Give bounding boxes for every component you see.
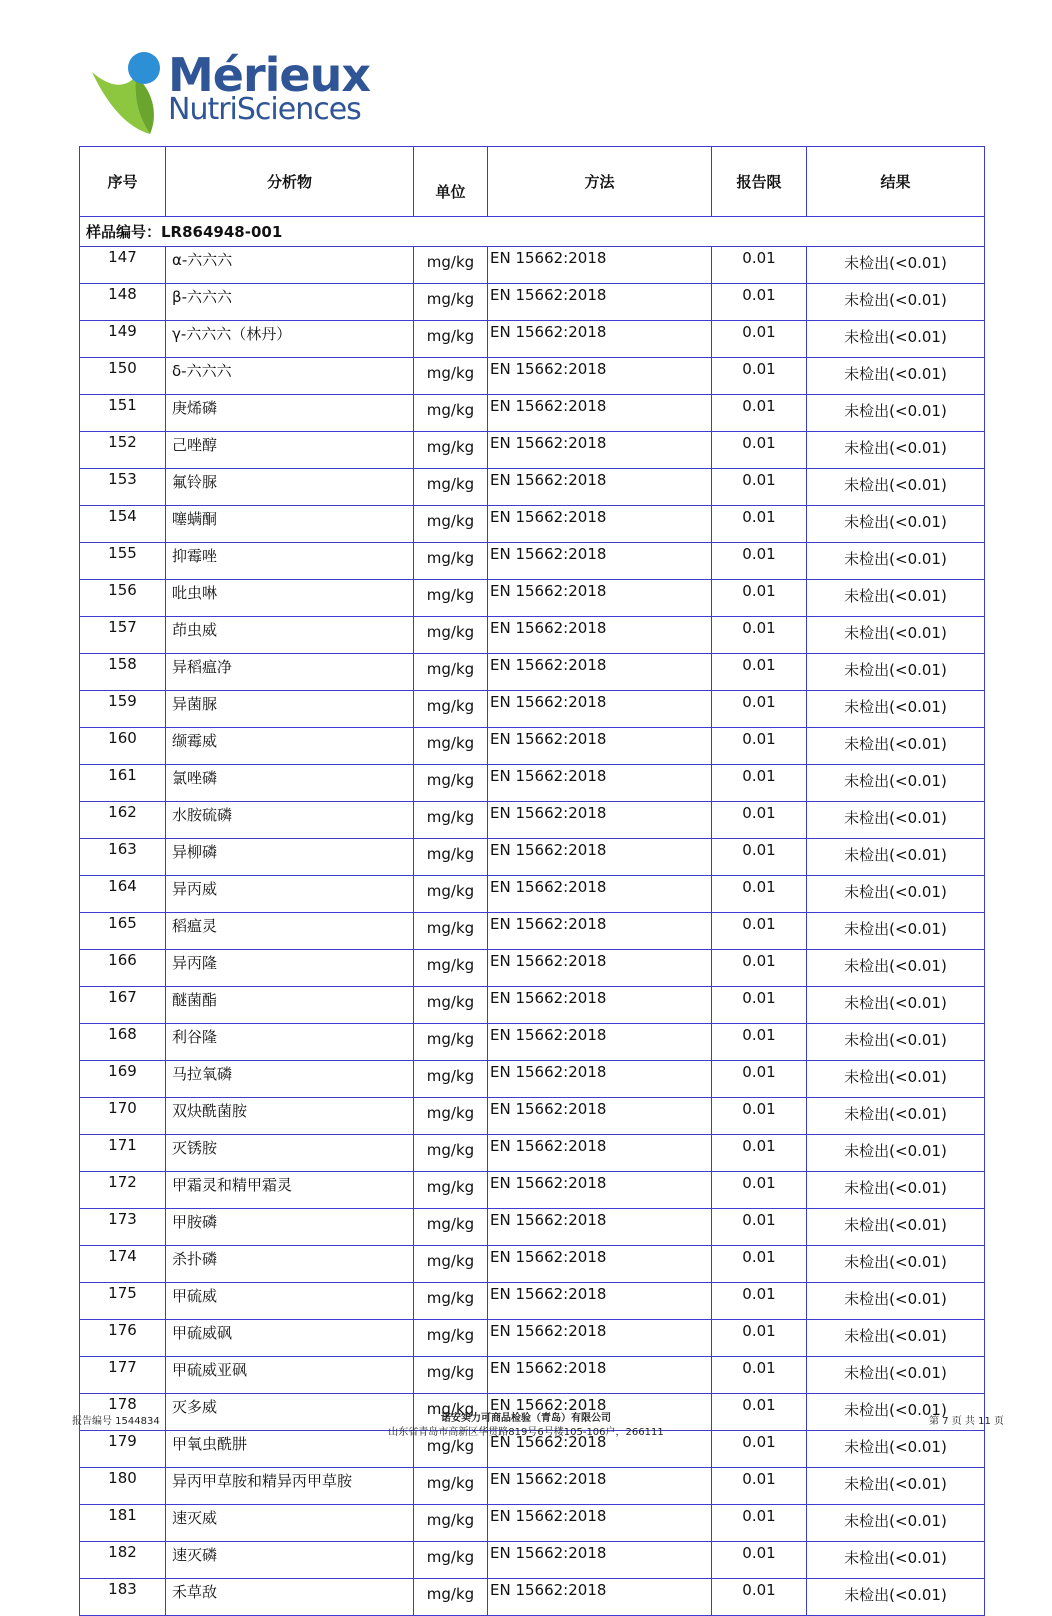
cell-result: 未检出(<0.01) [807,839,985,876]
cell-limit: 0.01 [712,1505,807,1542]
cell-no: 164 [80,876,166,913]
cell-no: 158 [80,654,166,691]
cell-method: EN 15662:2018 [488,247,712,284]
footer-page-number: 第 7 页 共 11 页 [929,1416,1004,1427]
cell-unit: mg/kg [414,432,488,469]
cell-limit: 0.01 [712,395,807,432]
results-table [79,146,985,1616]
cell-unit: mg/kg [414,913,488,950]
cell-method: EN 15662:2018 [488,321,712,358]
cell-no: 169 [80,1061,166,1098]
cell-result: 未检出(<0.01) [807,1246,985,1283]
cell-unit: mg/kg [414,506,488,543]
cell-result: 未检出(<0.01) [807,728,985,765]
table-row [80,1172,985,1209]
column-header-no: 序号 [80,147,166,217]
cell-limit: 0.01 [712,247,807,284]
cell-analyte: 茚虫威 [166,617,414,654]
table-header-row [80,147,985,217]
cell-method: EN 15662:2018 [488,1172,712,1209]
cell-analyte: 异丙甲草胺和精异丙甲草胺 [166,1468,414,1505]
cell-no: 148 [80,284,166,321]
cell-analyte: 异菌脲 [166,691,414,728]
cell-no: 172 [80,1172,166,1209]
cell-analyte: 甲硫威砜 [166,1320,414,1357]
cell-result: 未检出(<0.01) [807,1579,985,1616]
cell-result: 未检出(<0.01) [807,1468,985,1505]
cell-method: EN 15662:2018 [488,1357,712,1394]
column-header-result: 结果 [807,147,985,217]
cell-unit: mg/kg [414,876,488,913]
cell-unit: mg/kg [414,691,488,728]
cell-result: 未检出(<0.01) [807,802,985,839]
cell-no: 175 [80,1283,166,1320]
cell-result: 未检出(<0.01) [807,580,985,617]
cell-analyte: 甲胺磷 [166,1209,414,1246]
table-row [80,876,985,913]
cell-unit: mg/kg [414,395,488,432]
cell-limit: 0.01 [712,358,807,395]
cell-unit: mg/kg [414,543,488,580]
table-row [80,1209,985,1246]
cell-unit: mg/kg [414,1320,488,1357]
cell-no: 177 [80,1357,166,1394]
cell-analyte: 甲氧虫酰肼 [166,1431,414,1468]
cell-method: EN 15662:2018 [488,1431,712,1468]
cell-result: 未检出(<0.01) [807,543,985,580]
cell-limit: 0.01 [712,1357,807,1394]
cell-result: 未检出(<0.01) [807,469,985,506]
cell-limit: 0.01 [712,1098,807,1135]
cell-analyte: 利谷隆 [166,1024,414,1061]
table-row [80,395,985,432]
cell-limit: 0.01 [712,1542,807,1579]
cell-method: EN 15662:2018 [488,765,712,802]
cell-method: EN 15662:2018 [488,987,712,1024]
table-row [80,950,985,987]
table-row [80,432,985,469]
cell-no: 179 [80,1431,166,1468]
cell-limit: 0.01 [712,913,807,950]
cell-no: 174 [80,1246,166,1283]
cell-analyte: 甲硫威亚砜 [166,1357,414,1394]
cell-analyte: 异柳磷 [166,839,414,876]
cell-method: EN 15662:2018 [488,469,712,506]
cell-method: EN 15662:2018 [488,580,712,617]
cell-result: 未检出(<0.01) [807,691,985,728]
footer-company-name: 诺安实力可商品检验（青岛）有限公司 [441,1413,611,1424]
cell-unit: mg/kg [414,580,488,617]
cell-method: EN 15662:2018 [488,1024,712,1061]
table-row [80,1246,985,1283]
cell-limit: 0.01 [712,617,807,654]
cell-method: EN 15662:2018 [488,1320,712,1357]
cell-method: EN 15662:2018 [488,1579,712,1616]
table-row [80,284,985,321]
cell-method: EN 15662:2018 [488,1098,712,1135]
table-row [80,321,985,358]
cell-analyte: 噻螨酮 [166,506,414,543]
cell-result: 未检出(<0.01) [807,1320,985,1357]
cell-unit: mg/kg [414,1394,488,1431]
table-row [80,654,985,691]
cell-no: 173 [80,1209,166,1246]
table-row [80,1505,985,1542]
cell-result: 未检出(<0.01) [807,913,985,950]
cell-analyte: γ-六六六（林丹） [166,321,414,358]
cell-no: 183 [80,1579,166,1616]
cell-analyte: 醚菌酯 [166,987,414,1024]
cell-result: 未检出(<0.01) [807,506,985,543]
cell-result: 未检出(<0.01) [807,765,985,802]
table-row [80,580,985,617]
cell-unit: mg/kg [414,1357,488,1394]
cell-method: EN 15662:2018 [488,1135,712,1172]
cell-analyte: 吡虫啉 [166,580,414,617]
cell-limit: 0.01 [712,765,807,802]
cell-unit: mg/kg [414,1061,488,1098]
cell-unit: mg/kg [414,1542,488,1579]
footer-address: 山东省青岛市高新区华贯路819号6号楼105-106户，266111 [388,1427,664,1438]
cell-limit: 0.01 [712,691,807,728]
cell-unit: mg/kg [414,284,488,321]
cell-no: 154 [80,506,166,543]
cell-unit: mg/kg [414,950,488,987]
cell-method: EN 15662:2018 [488,1394,712,1431]
cell-method: EN 15662:2018 [488,802,712,839]
cell-method: EN 15662:2018 [488,654,712,691]
cell-method: EN 15662:2018 [488,728,712,765]
cell-analyte: 抑霉唑 [166,543,414,580]
cell-analyte: 灭多威 [166,1394,414,1431]
cell-limit: 0.01 [712,1468,807,1505]
cell-limit: 0.01 [712,543,807,580]
cell-analyte: 异丙隆 [166,950,414,987]
cell-result: 未检出(<0.01) [807,1098,985,1135]
cell-method: EN 15662:2018 [488,432,712,469]
cell-method: EN 15662:2018 [488,358,712,395]
cell-analyte: 水胺硫磷 [166,802,414,839]
cell-unit: mg/kg [414,1468,488,1505]
cell-result: 未检出(<0.01) [807,1024,985,1061]
cell-no: 157 [80,617,166,654]
cell-unit: mg/kg [414,1209,488,1246]
table-row [80,469,985,506]
cell-unit: mg/kg [414,1024,488,1061]
cell-result: 未检出(<0.01) [807,1172,985,1209]
cell-method: EN 15662:2018 [488,395,712,432]
cell-no: 181 [80,1505,166,1542]
cell-unit: mg/kg [414,1172,488,1209]
cell-analyte: 稻瘟灵 [166,913,414,950]
cell-unit: mg/kg [414,1431,488,1468]
cell-no: 182 [80,1542,166,1579]
cell-no: 149 [80,321,166,358]
cell-limit: 0.01 [712,580,807,617]
cell-analyte: 异稻瘟净 [166,654,414,691]
cell-method: EN 15662:2018 [488,543,712,580]
cell-method: EN 15662:2018 [488,876,712,913]
cell-result: 未检出(<0.01) [807,654,985,691]
cell-analyte: 杀扑磷 [166,1246,414,1283]
cell-limit: 0.01 [712,1024,807,1061]
table-row [80,691,985,728]
sample-id-row [80,217,985,247]
column-header-analyte: 分析物 [166,147,414,217]
cell-limit: 0.01 [712,950,807,987]
cell-no: 150 [80,358,166,395]
cell-method: EN 15662:2018 [488,839,712,876]
cell-no: 176 [80,1320,166,1357]
cell-method: EN 15662:2018 [488,1209,712,1246]
cell-unit: mg/kg [414,1579,488,1616]
cell-result: 未检出(<0.01) [807,987,985,1024]
table-row [80,987,985,1024]
cell-result: 未检出(<0.01) [807,1542,985,1579]
cell-unit: mg/kg [414,469,488,506]
cell-no: 147 [80,247,166,284]
logo-wordmark-merieux: Mérieux [168,48,371,102]
cell-unit: mg/kg [414,321,488,358]
cell-method: EN 15662:2018 [488,617,712,654]
table-row [80,913,985,950]
column-header-limit: 报告限 [712,147,807,217]
cell-no: 156 [80,580,166,617]
cell-no: 180 [80,1468,166,1505]
cell-limit: 0.01 [712,728,807,765]
cell-result: 未检出(<0.01) [807,247,985,284]
cell-result: 未检出(<0.01) [807,432,985,469]
cell-analyte: 异丙威 [166,876,414,913]
cell-limit: 0.01 [712,1394,807,1431]
cell-limit: 0.01 [712,284,807,321]
cell-result: 未检出(<0.01) [807,1209,985,1246]
table-row [80,1542,985,1579]
cell-limit: 0.01 [712,1135,807,1172]
company-logo [88,46,371,138]
cell-method: EN 15662:2018 [488,913,712,950]
cell-unit: mg/kg [414,617,488,654]
cell-result: 未检出(<0.01) [807,1394,985,1431]
footer-company-block [0,1412,1052,1440]
cell-limit: 0.01 [712,987,807,1024]
logo-wordmark-nutrisciences: NutriSciences [168,92,361,127]
cell-result: 未检出(<0.01) [807,395,985,432]
table-row [80,1098,985,1135]
cell-no: 155 [80,543,166,580]
cell-no: 167 [80,987,166,1024]
cell-method: EN 15662:2018 [488,284,712,321]
cell-no: 152 [80,432,166,469]
table-row [80,506,985,543]
cell-no: 153 [80,469,166,506]
table-row [80,839,985,876]
cell-no: 171 [80,1135,166,1172]
cell-result: 未检出(<0.01) [807,1357,985,1394]
cell-analyte: α-六六六 [166,247,414,284]
cell-limit: 0.01 [712,1579,807,1616]
cell-limit: 0.01 [712,654,807,691]
cell-analyte: 缬霉威 [166,728,414,765]
table-row [80,1579,985,1616]
cell-no: 166 [80,950,166,987]
cell-limit: 0.01 [712,1283,807,1320]
table-row [80,802,985,839]
cell-method: EN 15662:2018 [488,1505,712,1542]
table-row [80,1061,985,1098]
cell-analyte: 马拉氧磷 [166,1061,414,1098]
cell-method: EN 15662:2018 [488,1061,712,1098]
table-row [80,765,985,802]
cell-analyte: 禾草敌 [166,1579,414,1616]
cell-limit: 0.01 [712,1246,807,1283]
table-row [80,728,985,765]
cell-no: 162 [80,802,166,839]
cell-no: 170 [80,1098,166,1135]
cell-limit: 0.01 [712,876,807,913]
cell-analyte: β-六六六 [166,284,414,321]
cell-result: 未检出(<0.01) [807,321,985,358]
cell-result: 未检出(<0.01) [807,1135,985,1172]
cell-limit: 0.01 [712,1209,807,1246]
cell-no: 160 [80,728,166,765]
table-row [80,1468,985,1505]
cell-no: 159 [80,691,166,728]
cell-unit: mg/kg [414,358,488,395]
cell-unit: mg/kg [414,802,488,839]
cell-unit: mg/kg [414,1505,488,1542]
table-row [80,1024,985,1061]
cell-no: 168 [80,1024,166,1061]
cell-limit: 0.01 [712,802,807,839]
cell-analyte: 氟铃脲 [166,469,414,506]
footer-report-number: 报告编号 1544834 [72,1416,160,1427]
cell-result: 未检出(<0.01) [807,284,985,321]
cell-limit: 0.01 [712,506,807,543]
cell-result: 未检出(<0.01) [807,1283,985,1320]
cell-method: EN 15662:2018 [488,950,712,987]
cell-result: 未检出(<0.01) [807,617,985,654]
cell-analyte: 氯唑磷 [166,765,414,802]
cell-result: 未检出(<0.01) [807,950,985,987]
cell-unit: mg/kg [414,728,488,765]
cell-method: EN 15662:2018 [488,1542,712,1579]
cell-limit: 0.01 [712,1172,807,1209]
cell-result: 未检出(<0.01) [807,1431,985,1468]
cell-analyte: 甲硫威 [166,1283,414,1320]
cell-limit: 0.01 [712,1320,807,1357]
cell-limit: 0.01 [712,839,807,876]
cell-unit: mg/kg [414,247,488,284]
cell-result: 未检出(<0.01) [807,358,985,395]
cell-unit: mg/kg [414,987,488,1024]
logo-leaf-icon [88,46,178,138]
cell-no: 161 [80,765,166,802]
cell-unit: mg/kg [414,839,488,876]
table-row [80,1357,985,1394]
cell-analyte: 双炔酰菌胺 [166,1098,414,1135]
table-row [80,1283,985,1320]
cell-result: 未检出(<0.01) [807,1505,985,1542]
table-row [80,1135,985,1172]
cell-unit: mg/kg [414,1246,488,1283]
cell-analyte: 灭锈胺 [166,1135,414,1172]
cell-no: 178 [80,1394,166,1431]
cell-analyte: 速灭威 [166,1505,414,1542]
table-row [80,1320,985,1357]
cell-method: EN 15662:2018 [488,691,712,728]
cell-result: 未检出(<0.01) [807,876,985,913]
cell-method: EN 15662:2018 [488,506,712,543]
cell-limit: 0.01 [712,321,807,358]
cell-no: 163 [80,839,166,876]
sample-id-label: 样品编号：LR864948-001 [80,217,985,247]
cell-method: EN 15662:2018 [488,1246,712,1283]
table-row [80,617,985,654]
cell-analyte: 速灭磷 [166,1542,414,1579]
cell-no: 151 [80,395,166,432]
column-header-unit: 单位 [414,147,488,217]
cell-result: 未检出(<0.01) [807,1061,985,1098]
cell-analyte: 甲霜灵和精甲霜灵 [166,1172,414,1209]
cell-unit: mg/kg [414,765,488,802]
cell-unit: mg/kg [414,1283,488,1320]
cell-method: EN 15662:2018 [488,1283,712,1320]
table-row [80,247,985,284]
cell-no: 165 [80,913,166,950]
column-header-method: 方法 [488,147,712,217]
cell-limit: 0.01 [712,1431,807,1468]
cell-analyte: 庚烯磷 [166,395,414,432]
table-row [80,543,985,580]
cell-limit: 0.01 [712,469,807,506]
cell-limit: 0.01 [712,1061,807,1098]
cell-analyte: δ-六六六 [166,358,414,395]
cell-unit: mg/kg [414,1135,488,1172]
cell-unit: mg/kg [414,654,488,691]
cell-limit: 0.01 [712,432,807,469]
cell-unit: mg/kg [414,1098,488,1135]
cell-analyte: 己唑醇 [166,432,414,469]
cell-method: EN 15662:2018 [488,1468,712,1505]
table-row [80,358,985,395]
